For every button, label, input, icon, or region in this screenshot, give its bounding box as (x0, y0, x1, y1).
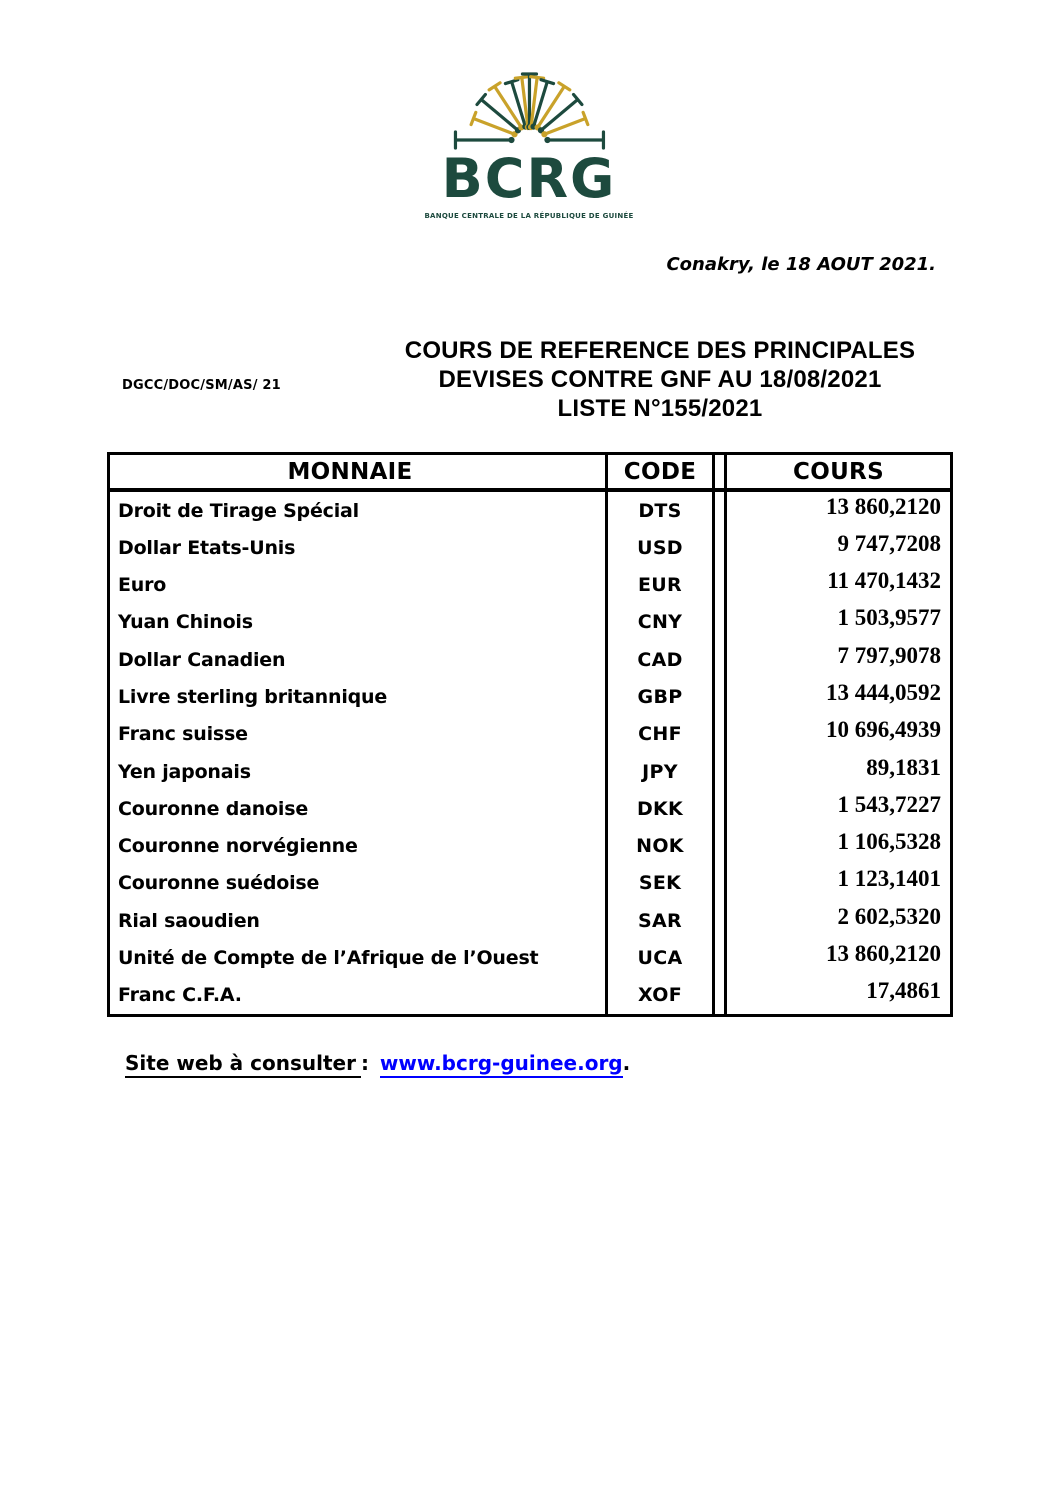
currency-rate: 11 470,1432 (724, 567, 950, 604)
title-line-3: LISTE N°155/2021 (557, 395, 763, 422)
column-gap (590, 939, 605, 976)
currency-code: CHF (605, 716, 715, 753)
column-gap (590, 790, 605, 827)
currency-rate: 1 503,9577 (724, 604, 950, 641)
currency-code: JPY (605, 753, 715, 790)
column-gap (590, 902, 605, 939)
table-row (110, 529, 950, 566)
footer-period: . (622, 1051, 631, 1075)
currency-rate: 1 123,1401 (724, 865, 950, 902)
currency-rate: 1 106,5328 (724, 828, 950, 865)
table-header-row (110, 455, 950, 492)
currency-code: EUR (605, 567, 715, 604)
currency-name: Euro (118, 574, 167, 597)
currency-code: NOK (605, 828, 715, 865)
column-gap (590, 641, 605, 678)
footer-label: Site web à consulter (125, 1051, 361, 1078)
currency-code: UCA (605, 939, 715, 976)
column-gap (715, 567, 724, 604)
currency-rate: 13 444,0592 (724, 678, 950, 715)
column-gap (590, 828, 605, 865)
currency-code: CNY (605, 604, 715, 641)
currency-name: Dollar Etats-Unis (118, 536, 296, 559)
table-row (110, 567, 950, 604)
currency-code: SAR (605, 902, 715, 939)
column-gap (590, 716, 605, 753)
column-gap (590, 604, 605, 641)
header-gap (590, 455, 605, 488)
column-gap (590, 977, 605, 1014)
column-gap (715, 678, 724, 715)
table-row (110, 678, 950, 715)
currency-name: Yuan Chinois (118, 611, 253, 634)
logo-tagline: BANQUE CENTRALE DE LA RÉPUBLIQUE DE GUINÉE (424, 212, 634, 220)
currency-code: XOF (605, 977, 715, 1014)
currency-name: Couronne norvégienne (118, 835, 358, 858)
column-gap (715, 977, 724, 1014)
exchange-rate-table (107, 452, 953, 1017)
currency-rate: 13 860,2120 (724, 939, 950, 976)
column-gap (715, 828, 724, 865)
column-gap (715, 641, 724, 678)
currency-code: USD (605, 529, 715, 566)
column-gap (715, 604, 724, 641)
currency-name: Couronne danoise (118, 797, 309, 820)
document-title (360, 336, 960, 423)
bcrg-logo (424, 62, 633, 220)
currency-name: Franc suisse (118, 723, 248, 746)
currency-name: Dollar Canadien (118, 648, 286, 671)
header-cours: COURS (724, 455, 950, 488)
currency-rate: 89,1831 (724, 753, 950, 790)
currency-name: Rial saoudien (118, 909, 260, 932)
table-row (110, 604, 950, 641)
currency-rate: 17,4861 (724, 977, 950, 1014)
column-gap (590, 567, 605, 604)
column-gap (715, 492, 724, 529)
currency-name: Franc C.F.A. (118, 984, 242, 1007)
footer-separator: : (360, 1051, 369, 1075)
reference-code: DGCC/DOC/SM/AS/ 21 (122, 378, 281, 393)
currency-rate: 13 860,2120 (724, 492, 950, 529)
table-row (110, 902, 950, 939)
column-gap (590, 529, 605, 566)
currency-rate: 7 797,9078 (724, 641, 950, 678)
table-row (110, 492, 950, 529)
column-gap (590, 865, 605, 902)
currency-code: SEK (605, 865, 715, 902)
table-row (110, 716, 950, 753)
table-body (110, 492, 950, 1014)
currency-code: DKK (605, 790, 715, 827)
sunburst-icon (444, 62, 614, 150)
column-gap (590, 678, 605, 715)
currency-rate: 1 543,7227 (724, 790, 950, 827)
currency-rate: 2 602,5320 (724, 902, 950, 939)
table-row (110, 641, 950, 678)
table-row (110, 939, 950, 976)
table-row (110, 753, 950, 790)
column-gap (715, 716, 724, 753)
table-row (110, 790, 950, 827)
column-gap (715, 865, 724, 902)
currency-rate: 10 696,4939 (724, 716, 950, 753)
column-gap (715, 753, 724, 790)
currency-name: Droit de Tirage Spécial (118, 499, 359, 522)
currency-name: Yen japonais (118, 760, 251, 783)
table-row (110, 865, 950, 902)
column-gap (715, 529, 724, 566)
currency-name: Unité de Compte de l’Afrique de l’Ouest (118, 947, 539, 970)
logo-text: BCRG (441, 147, 617, 210)
title-line-2: DEVISES CONTRE GNF AU 18/08/2021 (438, 366, 882, 393)
currency-rate: 9 747,7208 (724, 529, 950, 566)
column-gap (590, 492, 605, 529)
footer (125, 1051, 630, 1075)
column-gap (590, 753, 605, 790)
header-code: CODE (605, 455, 715, 488)
currency-code: CAD (605, 641, 715, 678)
currency-code: DTS (605, 492, 715, 529)
column-gap (715, 790, 724, 827)
title-line-1: COURS DE REFERENCE DES PRINCIPALES (404, 337, 916, 364)
date-line: Conakry, le 18 AOUT 2021. (666, 254, 936, 275)
currency-code: GBP (605, 678, 715, 715)
currency-name: Livre sterling britannique (118, 686, 388, 709)
column-gap (715, 939, 724, 976)
column-gap (715, 902, 724, 939)
table-row (110, 977, 950, 1014)
header-monnaie: MONNAIE (287, 458, 413, 485)
website-link[interactable]: www.bcrg-guinee.org (380, 1051, 623, 1078)
table-row (110, 828, 950, 865)
currency-name: Couronne suédoise (118, 872, 320, 895)
header-gap (715, 455, 724, 488)
